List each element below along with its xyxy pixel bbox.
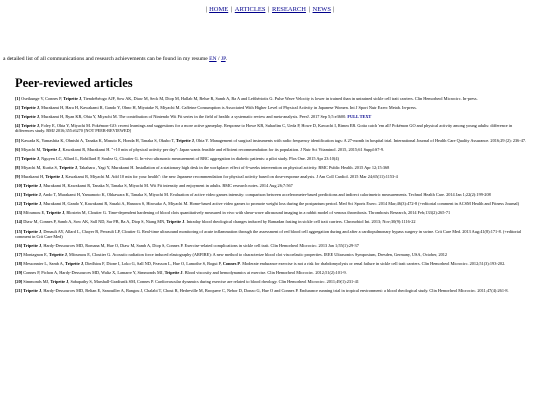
reference-citation: , Ohta Y. Management of surgical instruments with radio frequency identification tags: A 27-month in hospital trial. International Journal of Health Care Quality Assurance. 2016;29 (2): 236-47. xyxy=(193,137,527,143)
nav-separator: | xyxy=(229,6,234,13)
reference-number: [13] xyxy=(15,210,23,216)
reference-item xyxy=(15,96,527,101)
nav-separator: | xyxy=(266,6,271,13)
reference-citation: , Denault AY, Allard L, Chayer B, Perrault LP, Cloutier G. Real-time ultrasound monitoring of acute inflammation through the assessment of red blood cell aggregation during and after a cardiopulmonary bypass surgery in swine. Crit Care Med. 2013 Aug;41(8):171-8. (+editorial comment in Crit Care Med) xyxy=(15,228,522,239)
intro-period: . xyxy=(225,56,228,62)
reference-highlighted-author: Tripette J xyxy=(164,270,183,276)
reference-highlighted-author: Tripette J xyxy=(166,219,185,225)
reference-highlighted-author: Tripette J xyxy=(21,123,40,129)
reference-highlighted-author: Tripette J xyxy=(23,288,42,294)
reference-number: [11] xyxy=(15,192,22,198)
reference-number: [18] xyxy=(15,261,23,266)
reference-number: [14] xyxy=(15,219,23,225)
reference-item xyxy=(15,138,527,143)
reference-number: [16] xyxy=(15,242,23,248)
nav-separator: | xyxy=(306,6,312,13)
reference-authors-before: Mfoumou E, xyxy=(22,210,47,216)
reference-highlighted-author: Tripette J xyxy=(46,210,65,216)
reference-citation: , Hardy-Dessources MD, Beltan E, Sanouiller A, Bangou J, Chalabi T, Chout R, Hedreville M, Broquere C, Nebor D, Donzo G, Hue O and Connes P. Endurance running trial in tropical environment: a blood rheological study. Clin Hemorheol Microcirc. 2011;47(4):261-8. xyxy=(41,288,509,294)
reference-highlighted-author: Tripette J xyxy=(65,261,83,266)
reference-citation: , Foley E, Ohta Y, Miyachi M. Pokémon-GO: recent learnings and suggestions for a more active gameplay. Response to Howe KB, Suharlim C, Ueda P, Howe D, Kawachi I, Rimm EB. Gotta catch 'em all! Pokémon GO and physical activity among young adults: difference in differences study. BMJ 2016;355:i6270 [NOT PEER-REVIEWED] xyxy=(15,123,513,134)
reference-highlighted-author: Tripette J xyxy=(48,251,67,257)
reference-citation: , Murakami H, Ryan KR, Ohta Y, Miyachi M. The contribution of Nintendo Wii Fit series in the field of health: a systematic review and meta-analysis. PeerJ. 2017 Sep 5;5:e3600. xyxy=(39,114,348,120)
reference-item xyxy=(15,192,527,197)
reference-citation: , Ando T, Murakami H, Yamamoto K, Ohkawara K, Tanaka S, Miyachi M. Evaluation of active video games intensity: comparison between accelerometer-based predictions and indirect calorimetric measurements. Technol Health Care. 2014 Jan 1;22(2):199-208 xyxy=(40,192,491,198)
reference-item xyxy=(15,123,527,133)
reference-item xyxy=(15,229,527,239)
reference-authors-before: Murakami H, xyxy=(20,173,46,179)
reference-number: [2] xyxy=(15,105,21,111)
reference-item xyxy=(15,270,527,275)
reference-highlighted-author: Tripette J xyxy=(42,146,61,152)
section-heading: Peer-reviewed articles xyxy=(15,76,133,90)
reference-highlighted-author: Tripette J xyxy=(23,192,41,198)
reference-citation: , Diedhiou F, Dione I, Loko G, Sall ND, Feasson L, Hue O, Lamothe S, Bogui P, xyxy=(82,261,223,266)
nav-link-news[interactable]: NEWS xyxy=(312,6,331,13)
nav-link-home[interactable]: HOME xyxy=(209,6,229,13)
intro-slash: / xyxy=(216,56,221,62)
reference-item xyxy=(15,288,527,293)
reference-number: [10] xyxy=(15,183,23,189)
reference-item xyxy=(15,105,527,110)
reference-list xyxy=(15,96,527,297)
intro-text: a detailed list of all communications and research achievements can be found in my resume xyxy=(3,56,210,62)
reference-number: [3] xyxy=(15,114,21,120)
reference-highlighted-author: Tripette J xyxy=(23,183,42,189)
nav-link-research[interactable]: RESEARCH xyxy=(272,6,306,13)
reference-authors-before: Messonnier L, Samb A, xyxy=(22,261,66,266)
top-navigation xyxy=(0,6,540,14)
reference-number: [6] xyxy=(15,146,21,152)
reference-number: [15] xyxy=(15,228,23,234)
reference-number: [19] xyxy=(15,270,23,276)
reference-citation: , Mfoumou E, Cloutier G. Acoustic radiation force induced elastography (ARFIRE): A new method to characterize blood clot viscoelastic properties. IEEE Ultrasonics Symposium, Dresden, Germany, USA, October, 2012 xyxy=(66,251,448,257)
reference-number: [4] xyxy=(15,123,21,129)
reference-authors-before: Miyachi M, xyxy=(20,146,43,152)
reference-highlighted-author: Tripette J xyxy=(63,96,82,101)
reference-item xyxy=(15,201,527,206)
reference-citation: , Blostein M, Cloutier G. Time-dependent hardening of blood clots quantitatively measured in vivo with shear-wave ultrasound imaging in a rabbit model of venous thrombosis. Thrombosis Research, 2014 Feb;133(2):265-71 xyxy=(64,210,451,216)
reference-citation: , Takahara , Yagi Y, Murakami H. Installation of a stationary high desk in the workplace: effect of 6-weeks intervention on physical activity. BMC Public Health. 2015 Apr 12;15:368 xyxy=(76,164,390,170)
nav-link-articles[interactable]: ARTICLES xyxy=(234,6,266,13)
reference-item xyxy=(15,252,527,257)
full-text-link[interactable]: FULL TEXT xyxy=(347,114,372,120)
reference-item xyxy=(15,156,527,161)
reference-highlighted-author: Tripette J xyxy=(59,164,77,170)
reference-item xyxy=(15,114,527,119)
reference-number: [17] xyxy=(15,251,23,257)
reference-authors-before: Oseikunge V, Connes P, xyxy=(20,96,64,101)
reference-number: [12] xyxy=(15,201,23,207)
reference-citation: , Hardy-Dessources MD, Romana M, Hue O, Diaw M, Samb A, Diop S, Connes P. Exercise-related complications in sickle cell trait. Clin Hemorheol Microcirc. 2013 Jan 1;55(1):29-37 xyxy=(41,242,359,248)
reference-number: [7] xyxy=(15,155,21,161)
reference-number: [20] xyxy=(15,279,23,285)
reference-item xyxy=(15,165,527,170)
reference-highlighted-author: Tripette J xyxy=(50,279,69,285)
reference-highlighted-author: Tripette J xyxy=(23,201,42,207)
nav-separator-open: | xyxy=(206,6,210,13)
reference-item xyxy=(15,174,527,179)
reference-number: [9] xyxy=(15,173,21,179)
reference-number: [8] xyxy=(15,164,21,170)
reference-authors-before: Diaw M, Connes P, Samb A, Sow AK, Sall ND, Sar FB, Ba A, Diop S, Niang MN, xyxy=(22,219,167,225)
reference-item xyxy=(15,261,527,266)
reference-citation: , Murakami H, Kawakami R, Tanaka N, Tanaka S, Miyachi M. Wii Fit intensity and enjoyment in adults. BMC research notes. 2014 Aug 26;7:567 xyxy=(41,183,293,189)
reference-citation: , Kawakami R, Murakami H. "+10 min of physical activity per day": Japan wants feasible and efficient recommendation for its population. J Nutr Sci Vitaminol. 2015, 2015;61 Suppl:S7-9. xyxy=(60,146,385,152)
reference-citation: , Nguyen LC, Allard L, Robillard P, Soulez G, Cloutier G. In-vivo ultrasonic measurement of RBC aggregation in diabetic patients: a pilot study. Plos One. 2015 Apr 23:10(4) xyxy=(39,155,339,161)
reference-citation: . Blood viscosity and hemodynamics at exercise. Clin Hemorheol Microcirc. 2012;51(2):101-9. xyxy=(182,270,347,276)
reference-item xyxy=(15,219,527,224)
reference-authors-before: Simmonds MJ, xyxy=(22,279,51,285)
reference-citation: , Murakami H, Gando Y, Kawakami R, Sasaki A, Hanawa S, Hirosako A, Miyachi M. Home-based active video games to promote weight loss during the postpartum period. Med Sci Sports Exerc. 2014 Mar;46(3):472-8 (+editorial comment in ACSM Health and Fitness Journal) xyxy=(41,201,520,207)
reference-item xyxy=(15,279,527,284)
reference-highlighted-author: Tripette J xyxy=(45,173,64,179)
reference-highlighted-author: Tripette J xyxy=(21,105,40,111)
reference-item xyxy=(15,183,527,188)
resume-link-jp[interactable]: JP xyxy=(220,56,226,62)
reference-authors-before: Connes P, Pichon A, Hardy-Dessources MD, Waltz X, Lamarre Y, Simmonds MJ, xyxy=(22,270,165,276)
reference-citation: , Murakami H, Hara H, Kawakami R, Gando Y, Ohno H, Miyatake N, Miyachi M. Caffeine Consumption is Associated With Higher Level of Physical Activity in Japanese Women. Int J Sport Nutr Exerc Metab. In-press. xyxy=(39,105,417,111)
reference-number: [21] xyxy=(15,288,23,294)
reference-authors-before: Kawada K, Yamashita K, Ohnishi A, Tanaka K, Masuto K, Honda H, Tanaka S, Okubo T, xyxy=(20,137,176,143)
reference-citation: . Intraday blood rheological changes induced by Ramadan fasting in sickle cell trait carriers. Chronobiol Int. 2013; Nov;30(9):1116-22 xyxy=(184,219,416,225)
resume-link-en[interactable]: EN xyxy=(209,56,217,62)
reference-number: [1] xyxy=(15,96,21,101)
reference-highlighted-author: Tripette J xyxy=(21,114,40,120)
reference-citation: . Moderate endurance exercise is not a risk for rhabdomyolysis or renal failure in sickle cell trait carriers. Clin Hemorheol Microcirc. 2012;51(3):193-202. xyxy=(240,261,506,266)
reference-citation: , Sabapathy S, Marshall-Gradisnik SM, Connes P. Cardiovascular dynamics during exercise are related to blood rheology. Clin Hemorheol Microcirc. 2011;49(1):231-41 xyxy=(68,279,359,285)
reference-item xyxy=(15,243,527,248)
reference-highlighted-author: Tripette J xyxy=(21,155,40,161)
reference-highlighted-author: Tripette J xyxy=(23,242,42,248)
reference-item xyxy=(15,210,527,215)
nav-separator-close: | xyxy=(330,6,334,13)
reference-highlighted-author: Tripette J xyxy=(23,228,42,234)
reference-number: [5] xyxy=(15,137,21,143)
reference-authors-before: Miyachi M, Kurita S, xyxy=(20,164,60,170)
reference-authors-before: Montagnon E, xyxy=(22,251,49,257)
resume-intro xyxy=(3,56,533,63)
reference-citation: , Kawakami R, Miyachi M. Add 10 min for your health": the new Japanese recommendation for physical activity based on dose-response analysis. J Am Coll Cardiol. 2015 Mar 24;65(11):1153-4 xyxy=(63,173,398,179)
reference-highlighted-author: Tripette J xyxy=(175,137,194,143)
reference-highlighted-author: Connes P xyxy=(222,261,241,266)
reference-item xyxy=(15,147,527,152)
reference-citation: , Tiendrébéogo AJF, Sow AK, Diaw M, Seck M, Diop M, Hallab M, Belue R, Samb A, Ba A and Lefthériotis G. Pulse Wave Velocity is lower in trained than in untrained sickle cell trait carriers. Clin Hemorheol Microcirc. In-press. xyxy=(81,96,478,101)
